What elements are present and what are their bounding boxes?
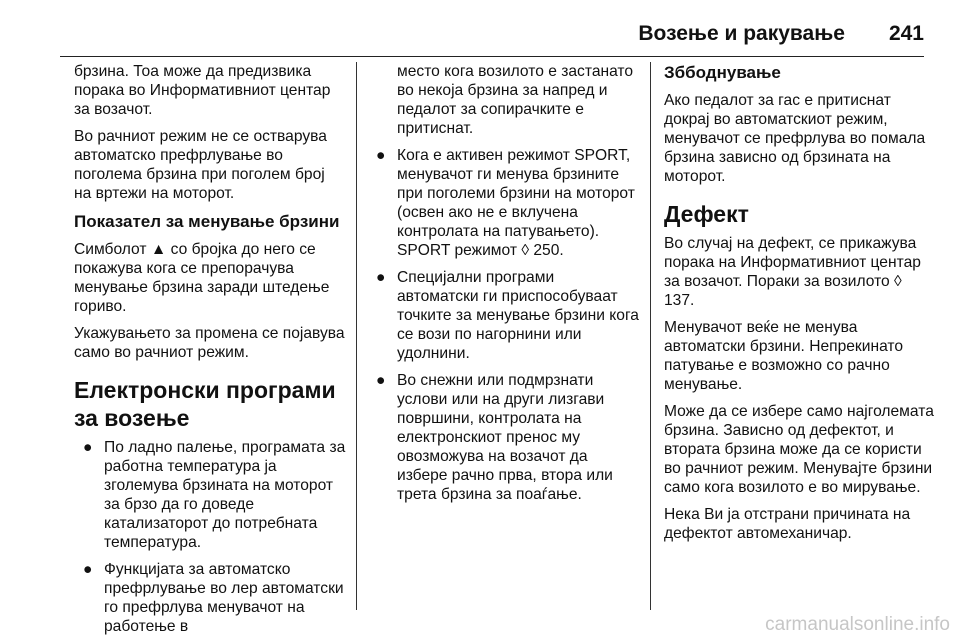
- list-item: [367, 371, 639, 504]
- paragraph: Симболот ▲ со бројка до него се покажува кога се препорачува менување брзина заради штедење гориво.: [74, 241, 330, 315]
- paragraph: брзина. Тоа може да предизвика порака во Информативниот центар за возачот.: [74, 63, 331, 118]
- header-rule: [60, 56, 924, 57]
- page-header: [60, 22, 924, 56]
- bullet-list: [74, 438, 346, 636]
- bullet-list: [367, 146, 639, 504]
- list-item: [367, 268, 639, 363]
- paragraph: Менувачот веќе не менува автоматски брзини. Непрекинато патување е возможно со рачно менување.: [664, 319, 904, 393]
- column-divider-2: [650, 62, 651, 610]
- bullet-icon: ●: [376, 147, 386, 164]
- running-title: Возење и ракување: [638, 22, 845, 45]
- paragraph: Во случај на дефект, се прикажува порака на Информативниот центар за возачот. Пораки за возилото ◊ 137.: [664, 235, 921, 309]
- watermark: carmanualsonline.info: [765, 614, 950, 635]
- list-item: [74, 438, 346, 552]
- list-item: [74, 560, 346, 636]
- list-item-text: Специјални програми автоматски ги приспособуваат точките за менување брзини кога се вози по нагорнини или удолнини.: [397, 269, 639, 362]
- bullet-icon: ●: [83, 439, 93, 456]
- column-3: [664, 62, 936, 551]
- section-heading-shift-indicator: Показател за менување брзини: [74, 212, 340, 231]
- paragraph: Ако педалот за гас е притиснат докрај во автоматскиот режим, менувачот се префрлува во помала брзина зависно од брзината на моторот.: [664, 92, 926, 185]
- paragraph: Нека Ви ја отстрани причината на дефектот автомеханичар.: [664, 506, 911, 542]
- bullet-icon: ●: [376, 372, 386, 389]
- list-item-text: Кога е активен режимот SPORT, менувачот ги менува брзините при поголеми брзини на моторот (освен ако не е вклучена контролата на патувањето). SPORT режимот ◊ 250.: [397, 147, 635, 259]
- column-2: [367, 62, 639, 512]
- section-heading-fault: Дефект: [664, 201, 749, 227]
- bullet-icon: ●: [83, 561, 93, 578]
- list-item-text: Функцијата за автоматско префрлување во лер автоматски го префрлува менувачот на работење в: [104, 561, 344, 635]
- list-item: [367, 146, 639, 260]
- list-item-continuation: место кога возилото е застанато во некоја брзина за напред и педалот за сопирачките е притиснат.: [397, 63, 634, 137]
- section-heading-kickdown: Зббоднување: [664, 63, 781, 82]
- page-number: 241: [888, 22, 924, 45]
- column-divider-1: [356, 62, 357, 610]
- column-1: [74, 62, 346, 644]
- bullet-icon: ●: [376, 269, 386, 286]
- section-heading-electronic-programs: Електронски програми за возење: [74, 377, 336, 431]
- paragraph: Укажувањето за промена се појавува само во рачниот режим.: [74, 325, 345, 361]
- list-item-text: Во снежни или подмрзнати услови или на други лизгави површини, контролата на електронскиот пренос му овозможува на возачот да избере рачно прва, втора или трета брзина за поаѓање.: [397, 372, 613, 503]
- list-item-text: По ладно палење, програмата за работна температура ја зголемува брзината на моторот за брзо да го доведе катализаторот до потребната температура.: [104, 439, 346, 551]
- paragraph: Може да се избере само најголемата брзина. Зависно од дефектот, и втората брзина може да се користи во рачниот режим. Менувајте брзини само кога возилото е во мирување.: [664, 403, 934, 496]
- paragraph: Во рачниот режим не се остварува автоматско префрлување во поголема брзина при поголем број на вртежи на моторот.: [74, 128, 327, 202]
